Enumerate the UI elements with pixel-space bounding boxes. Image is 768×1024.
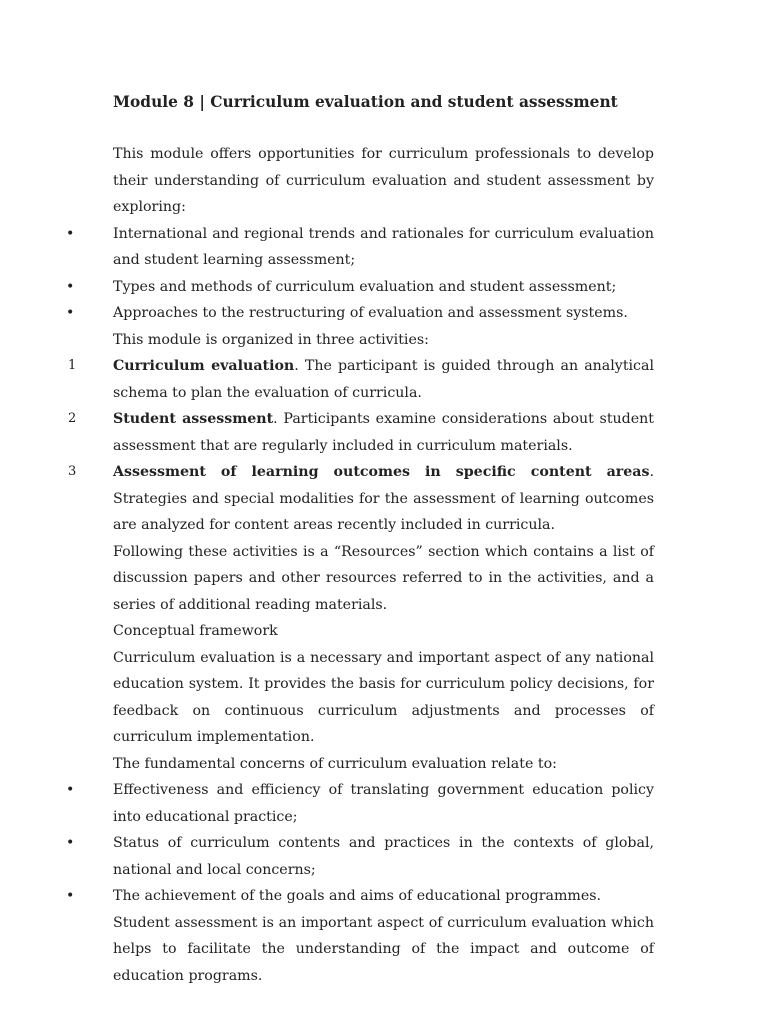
paragraph-text (113, 539, 654, 619)
paragraph-body: The fundamental concerns of curriculum evaluation relate to: (113, 755, 557, 772)
bullet-item (0, 883, 768, 910)
page-title: Module 8 | Curriculum evaluation and student assessment (113, 93, 618, 111)
paragraph (0, 327, 768, 354)
numbered-item (0, 406, 768, 459)
numbered-item (0, 353, 768, 406)
list-number: 3 (68, 464, 77, 479)
paragraph-body: Curriculum evaluation is a necessary and important aspect of any national education system. It provides the basis for curriculum policy decisions, for feedback on continuous curriculum adjustments and processes of curriculum implementation. (113, 649, 654, 745)
paragraph-body: Types and methods of curriculum evaluation and student assessment; (113, 278, 617, 295)
paragraph-text (113, 777, 654, 830)
paragraph-text (113, 910, 654, 990)
list-number: 2 (68, 411, 77, 426)
bullet-item (0, 221, 768, 274)
bullet-item (0, 777, 768, 830)
paragraph (0, 141, 768, 221)
paragraph (0, 539, 768, 619)
bullet-marker: • (66, 782, 75, 798)
paragraph-body: Approaches to the restructuring of evaluation and assessment systems. (113, 305, 628, 321)
bullet-marker: • (66, 305, 75, 321)
paragraph-body: Conceptual framework (113, 623, 278, 639)
paragraph-body: . The participant is guided through an analytical schema to plan the evaluation of curricula. (113, 358, 654, 401)
paragraph-body: International and regional trends and rationales for curriculum evaluation and student learning assessment; (113, 225, 654, 268)
paragraph-text (113, 751, 654, 778)
paragraph (0, 618, 768, 645)
paragraph-body: Following these activities is a “Resources” section which contains a list of discussion papers and other resources referred to in the activities, and a series of additional reading materials. (113, 543, 654, 613)
paragraph-body: Effectiveness and efficiency of translating government education policy into educational practice; (113, 782, 654, 825)
paragraph-body: This module is organized in three activities: (113, 331, 429, 348)
paragraph (0, 645, 768, 751)
paragraph-body: The achievement of the goals and aims of educational programmes. (113, 888, 602, 904)
paragraph (0, 751, 768, 778)
document-body (0, 141, 768, 989)
paragraph-text (113, 300, 654, 327)
paragraph (0, 910, 768, 990)
bullet-marker: • (66, 225, 75, 242)
paragraph-text (113, 883, 654, 910)
numbered-item (0, 459, 768, 539)
bullet-marker: • (66, 888, 75, 904)
bullet-marker: • (66, 835, 75, 851)
paragraph-body: . Strategies and special modalities for the assessment of learning outcomes are analyzed for content areas recently included in curricula. (113, 464, 654, 533)
paragraph-body: Status of curriculum contents and practices in the contexts of global, national and local concerns; (113, 835, 654, 878)
paragraph-text (113, 141, 654, 221)
bullet-item (0, 300, 768, 327)
paragraph-text (113, 221, 654, 274)
paragraph-body: Student assessment is an important aspect of curriculum evaluation which helps to facilitate the understanding of the impact and outcome of education programs. (113, 914, 654, 984)
list-number: 1 (68, 358, 77, 373)
paragraph-text (113, 327, 654, 354)
paragraph-body: This module offers opportunities for curriculum professionals to develop their understanding of curriculum evaluation and student assessment by exploring: (113, 146, 654, 215)
paragraph-text (113, 274, 654, 301)
paragraph-body: . Participants examine considerations about student assessment that are regularly included in curriculum materials. (113, 411, 654, 454)
paragraph-text (113, 645, 654, 751)
paragraph-text (113, 406, 654, 459)
paragraph-text (113, 353, 654, 406)
bold-lead-in: Curriculum evaluation (113, 358, 295, 374)
bullet-item (0, 274, 768, 301)
paragraph-text (113, 459, 654, 539)
paragraph-text (113, 618, 654, 645)
paragraph-text (113, 830, 654, 883)
bullet-item (0, 830, 768, 883)
bullet-marker: • (66, 278, 75, 295)
bold-lead-in: Assessment of learning outcomes in specific content areas (113, 464, 650, 480)
bold-lead-in: Student assessment (113, 411, 274, 427)
